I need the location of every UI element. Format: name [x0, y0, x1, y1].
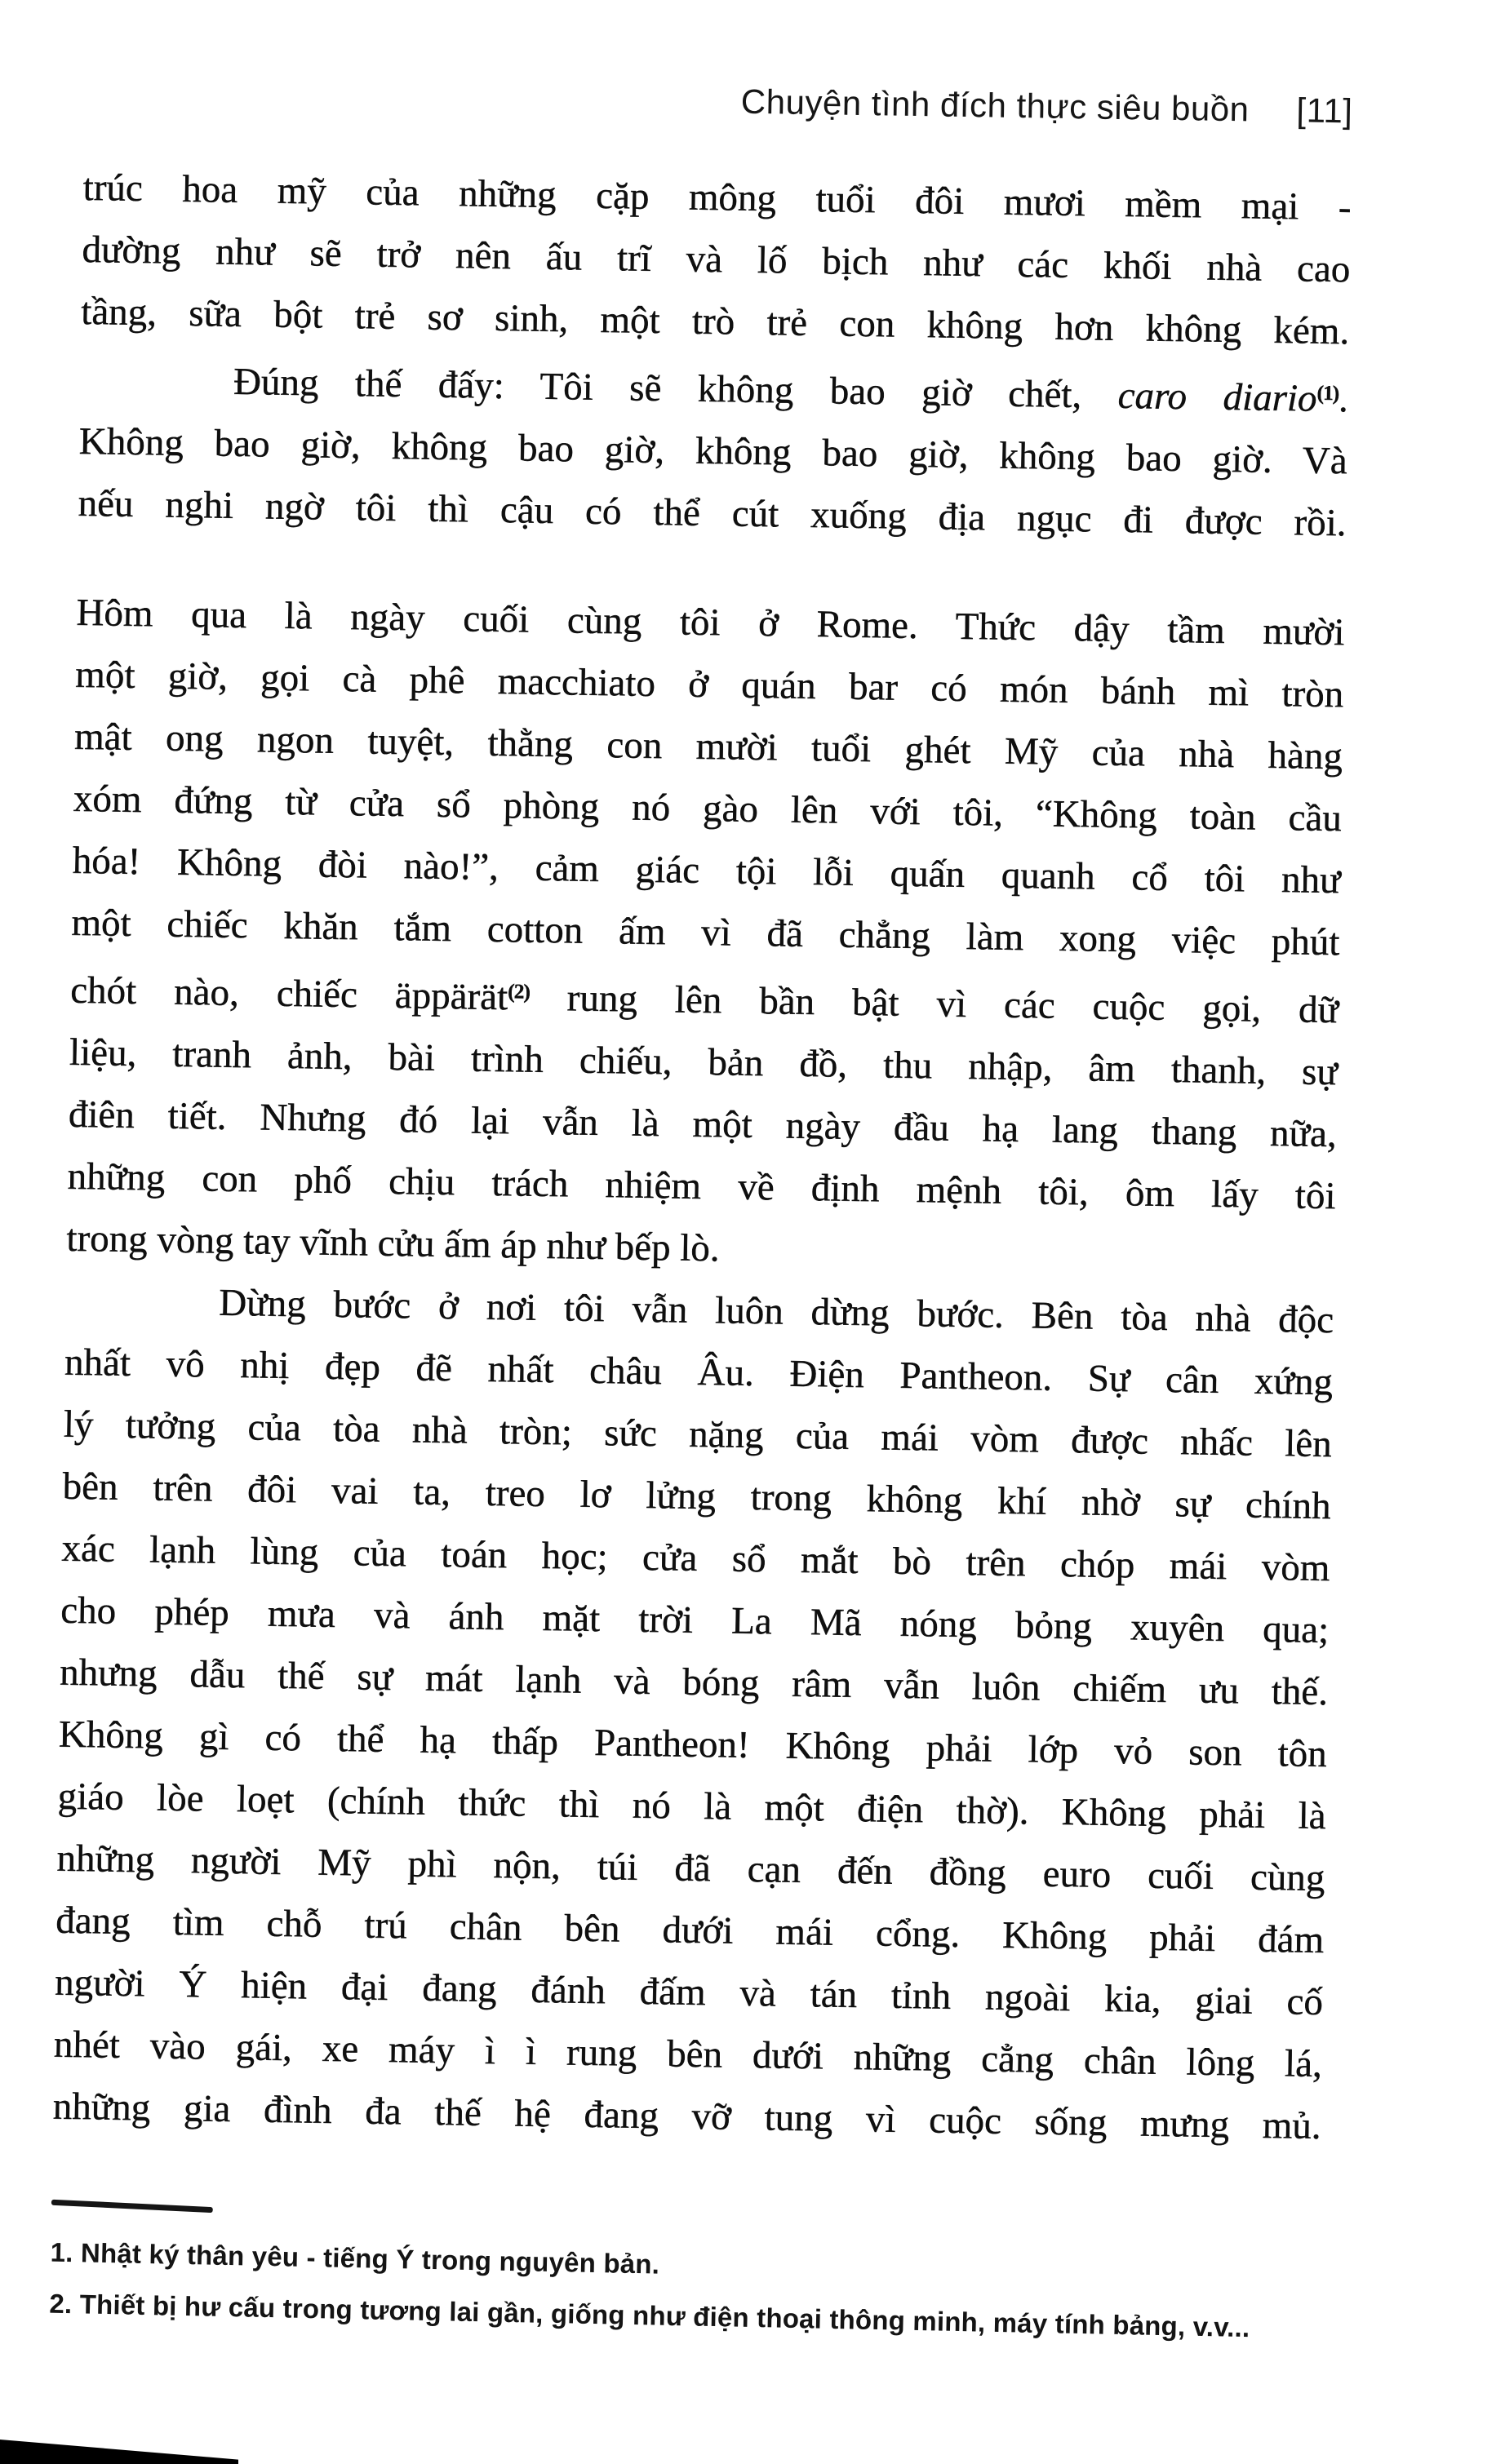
text-segment: bên trên đôi vai ta, treo lơ lửng trong không khí nhờ sự chính — [62, 1465, 1331, 1528]
text-segment: xác lạnh lùng của toán học; cửa sổ mắt bò trên chóp mái vòm — [61, 1527, 1330, 1590]
text-segment: caro diario — [1117, 374, 1317, 420]
text-segment: Không bao giờ, không bao giờ, không bao giờ, không bao giờ. Và — [78, 419, 1348, 483]
text-segment: Dừng bước ở nơi tôi vẫn luôn dừng bước. Bên tòa nhà độc — [218, 1281, 1334, 1342]
text-segment: nhưng dẫu thế sự mát lạnh và bóng râm vẫn luôn chiếm ưu thế. — [59, 1651, 1329, 1714]
text-segment: trong vòng tay vĩnh cửu ấm áp như bếp lò. — [66, 1216, 721, 1270]
text-segment: mật ong ngon tuyệt, thằng con mười tuổi ghét Mỹ của nhà hàng — [73, 715, 1343, 778]
text-segment: xóm đứng từ cửa sổ phòng nó gào lên với tôi, “Không toàn cầu — [73, 777, 1343, 840]
text-segment: . — [1338, 378, 1349, 421]
page-content — [50, 72, 1353, 2349]
text-segment: lý tưởng của tòa nhà tròn; sức nặng của mái vòm được nhấc lên — [63, 1403, 1333, 1466]
text-segment: những con phố chịu trách nhiệm về định mệnh tôi, ôm lấy tôi — [67, 1154, 1336, 1218]
paragraph — [78, 343, 1348, 554]
page-header — [84, 72, 1353, 131]
text-segment: Đúng thế đấy: Tôi sẽ không bao giờ chết, — [233, 360, 1119, 417]
text-segment: chót nào, chiếc äppärät — [69, 968, 508, 1019]
text-segment: nếu nghi ngờ tôi thì cậu có thể cút xuống địa ngục đi được rồi. — [78, 481, 1347, 545]
text-segment: trúc hoa mỹ của những cặp mông tuổi đôi mươi mềm mại - — [82, 166, 1352, 229]
text-segment: điên tiết. Nhưng đó lại vẫn là một ngày đầu hạ lang thang nữa, — [68, 1092, 1338, 1156]
scan-shadow-bottom-left — [0, 2440, 238, 2464]
paragraph — [66, 582, 1345, 1289]
text-segment: Không gì có thể hạ thấp Pantheon! Không phải lớp vỏ son tôn — [58, 1713, 1328, 1776]
footnote-marker: (2) — [508, 980, 531, 1004]
text-segment: Hôm qua là ngày cuối cùng tôi ở Rome. Thức dậy tầm mười — [76, 591, 1345, 654]
paragraph — [52, 1270, 1334, 2157]
text-segment: nhất vô nhị đẹp đẽ nhất châu Âu. Điện Pantheon. Sự cân xứng — [64, 1341, 1334, 1404]
footnote-item: 1. Nhật ký thân yêu - tiếng Ý trong nguyên bản. — [50, 2236, 660, 2280]
text-segment: nhét vào gái, xe máy ì ì rung bên dưới những cẳng chân lông lá, — [53, 2023, 1323, 2086]
text-segment: người Ý hiện đại đang đánh đấm và tán tỉnh ngoài kia, giai cố — [54, 1961, 1324, 2024]
paragraph — [81, 157, 1352, 362]
running-title: Chuyện tình đích thực siêu buồn — [740, 82, 1250, 129]
text-segment: rung lên bần bật vì các cuộc gọi, dữ — [529, 976, 1339, 1032]
text-segment: dường như sẽ trở nên ấu trĩ và lố bịch như các khối nhà cao — [82, 228, 1351, 291]
text-segment: liệu, tranh ảnh, bài trình chiếu, bản đồ, thu nhập, âm thanh, sự — [69, 1030, 1339, 1094]
text-segment: đang tìm chỗ trú chân bên dưới mái cổng. Không phải đám — [55, 1899, 1325, 1962]
text-segment: những gia đình đa thế hệ đang vỡ tung vì cuộc sống mưng mủ. — [52, 2085, 1322, 2148]
footnote-separator — [51, 2200, 213, 2213]
footnote-marker: (1) — [1316, 381, 1339, 405]
text-segment: một giờ, gọi cà phê macchiato ở quán bar có món bánh mì tròn — [74, 653, 1344, 716]
footnote-item: 2. Thiết bị hư cấu trong tương lai gần, giống như điện thoại thông minh, máy tính bảng, v.v... — [49, 2288, 1250, 2343]
text-segment: một chiếc khăn tắm cotton ấm vì đã chẳng làm xong việc phút — [71, 901, 1340, 964]
page-number: [11] — [1296, 91, 1353, 131]
text-segment: hóa! Không đòi nào!”, cảm giác tội lỗi quấn quanh cổ tôi như — [72, 839, 1342, 902]
text-segment: giáo lòe loẹt (chính thức thì nó là một điện thờ). Không phải là — [57, 1775, 1327, 1838]
text-segment: cho phép mưa và ánh mặt trời La Mã nóng bỏng xuyên qua; — [60, 1589, 1330, 1652]
text-segment: tầng, sữa bột trẻ sơ sinh, một trò trẻ con không hơn không kém. — [80, 290, 1350, 353]
text-segment: những người Mỹ phì nộn, túi đã cạn đến đồng euro cuối cùng — [56, 1837, 1325, 1900]
footnotes-section — [49, 2200, 1320, 2355]
body-text — [52, 157, 1352, 2157]
footnote-list — [49, 2227, 1319, 2355]
